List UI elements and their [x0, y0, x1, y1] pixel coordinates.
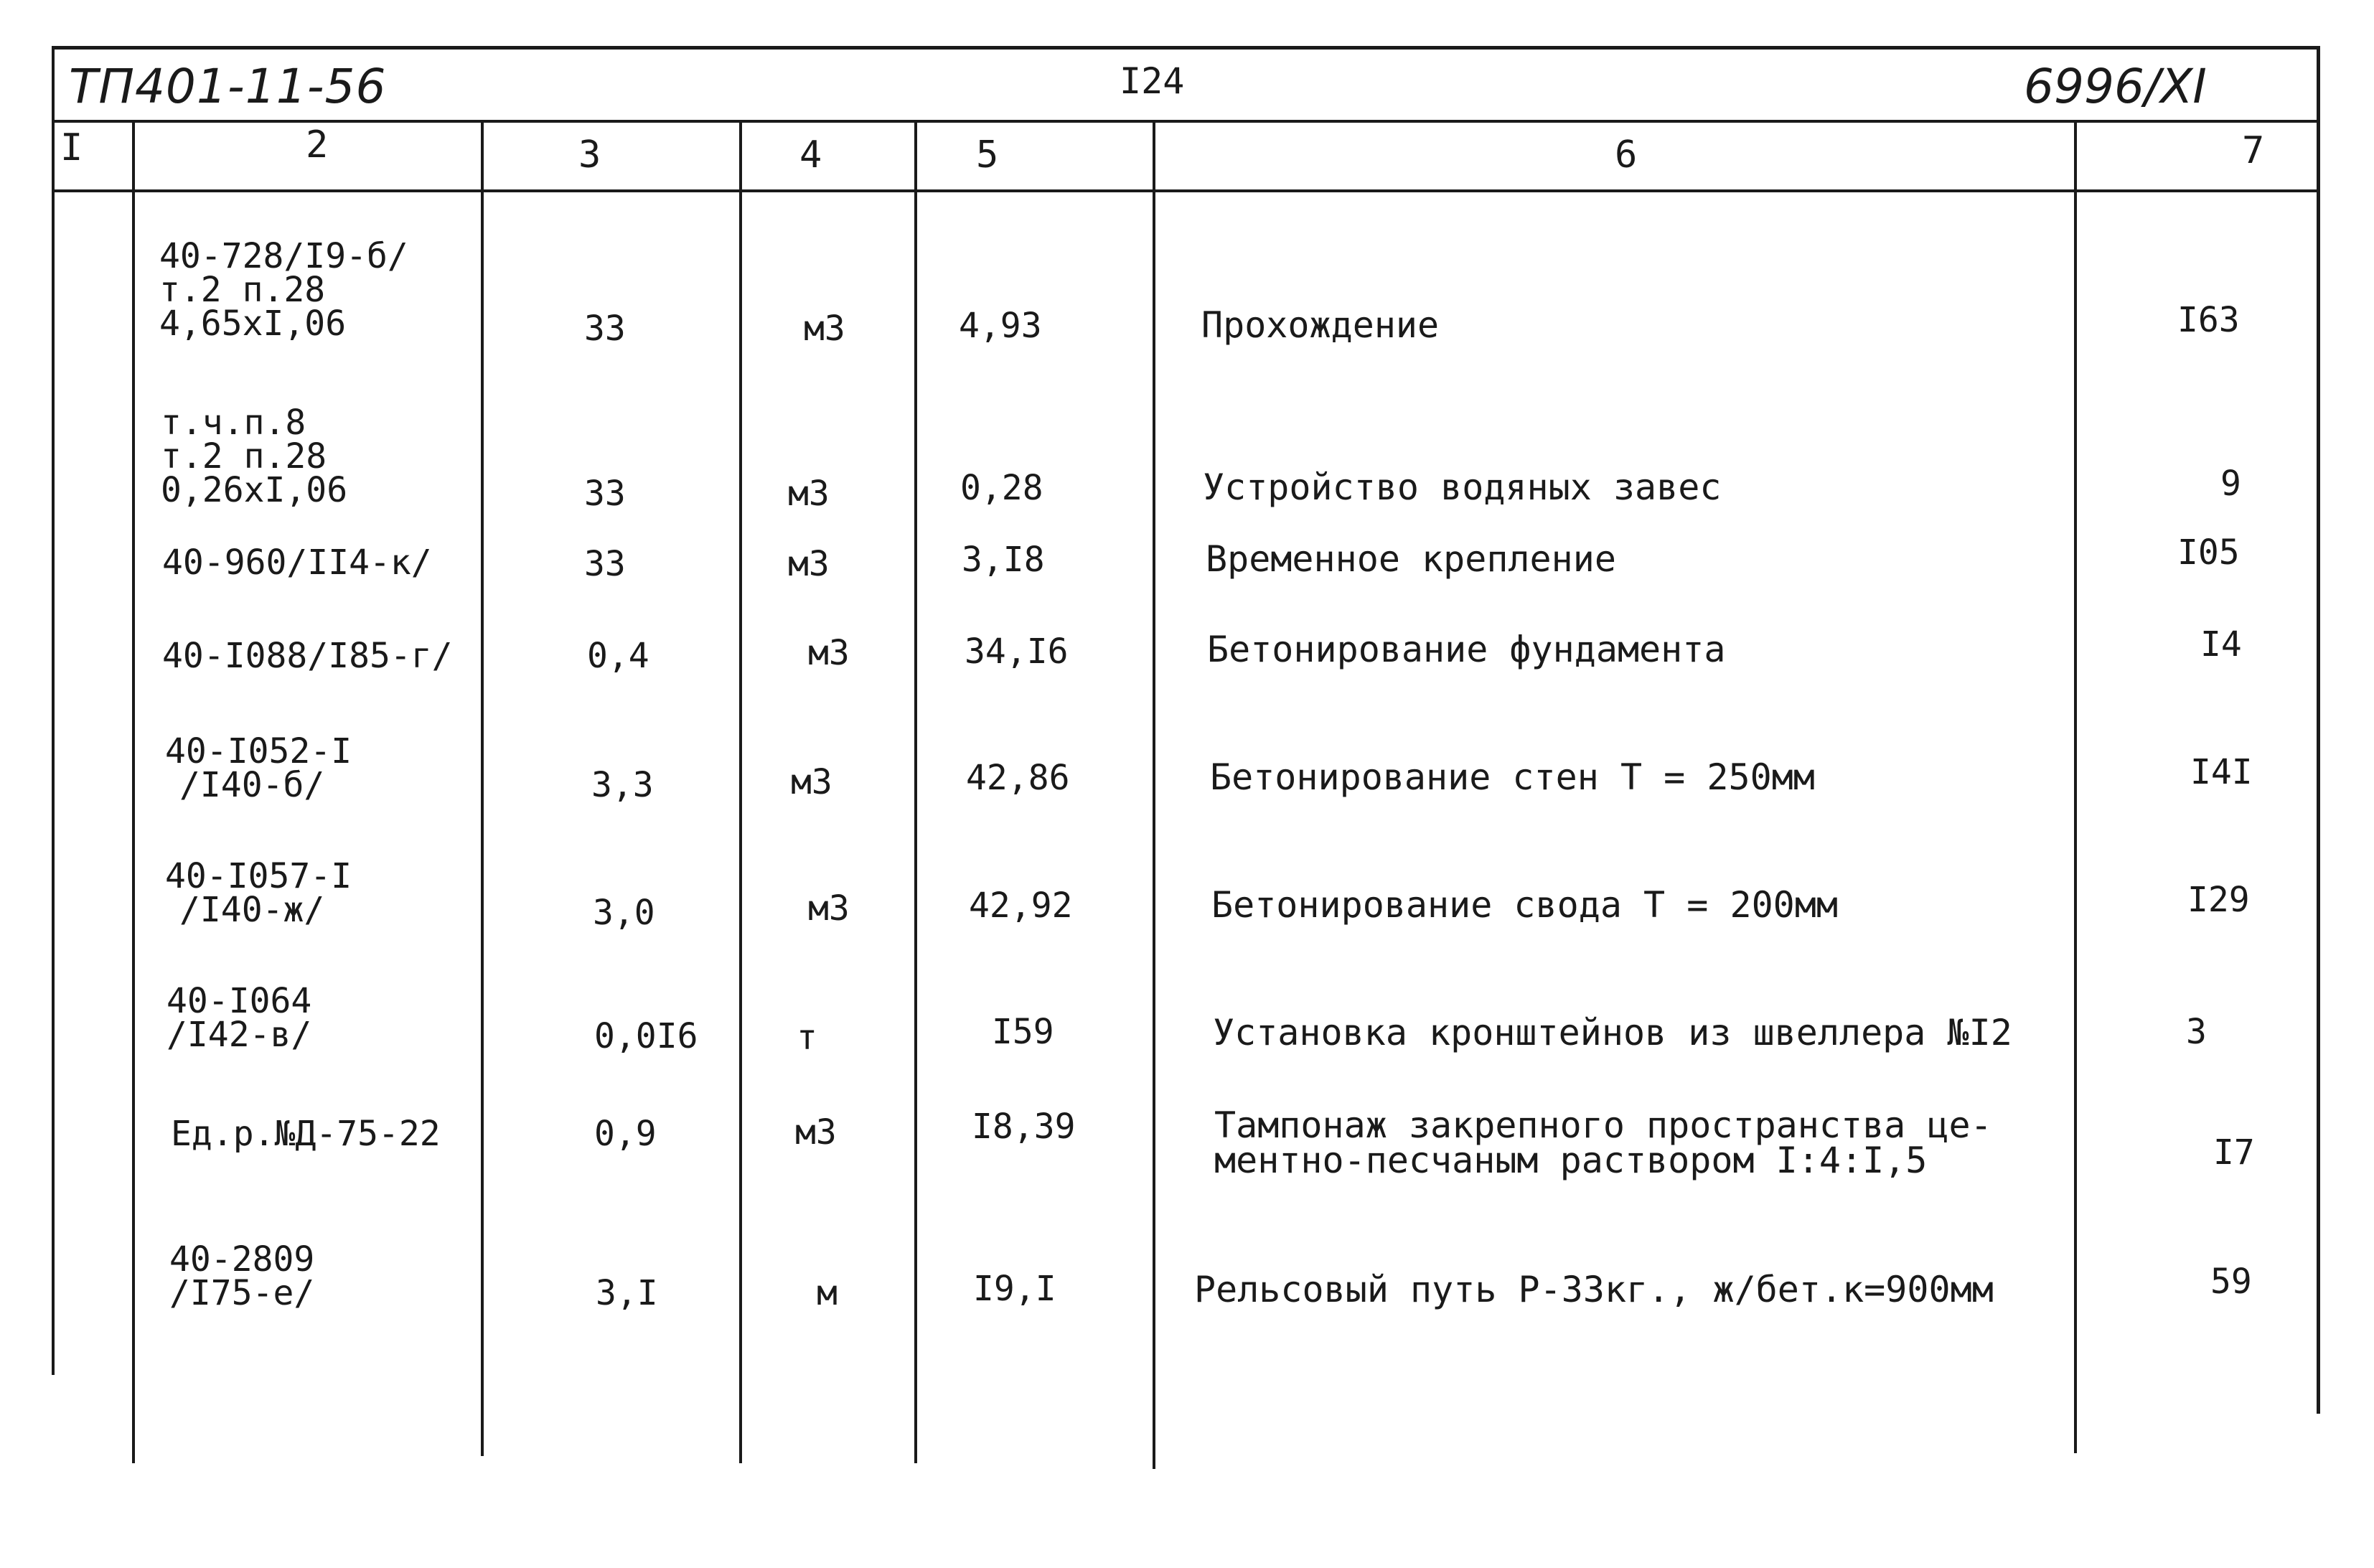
table-row-7-description: Установка кронштейнов из швеллера №I2: [1213, 1012, 2012, 1053]
rule-left: [52, 46, 55, 1375]
ref-line: т.2 п.28: [161, 436, 327, 477]
ref-line: /I75-е/: [169, 1273, 315, 1314]
column-number-3: 3: [578, 133, 601, 177]
rule-col2: [481, 120, 484, 1456]
table-row-4-value: 34,I6: [965, 632, 1069, 672]
description-line: Тампонаж закрепного пространства це-: [1214, 1104, 1992, 1146]
table-row-1-qty: 33: [584, 309, 626, 349]
table-row-6-total: I29: [2187, 880, 2250, 920]
table-row-7-ref: [166, 981, 312, 1056]
table-row-9-ref: [169, 1239, 315, 1314]
ref-line: 0,26xI,06: [161, 470, 348, 511]
table-row-5-ref: [165, 731, 352, 806]
ref-line: 40-I064: [166, 981, 312, 1021]
ref-line: 40-I057-I: [165, 856, 352, 896]
column-number-7: 7: [2242, 129, 2265, 172]
rule-top: [52, 46, 2319, 50]
table-row-8-description: [1214, 1104, 1992, 1181]
table-row-1-ref: [159, 236, 408, 344]
rule-col5: [1153, 120, 1155, 1469]
table-row-7-unit: т: [797, 1018, 817, 1058]
table-row-2-total: 9: [2220, 464, 2241, 504]
table-row-3-unit: м3: [788, 544, 830, 584]
rule-col6: [2074, 120, 2077, 1453]
table-row-2-ref: [161, 403, 348, 511]
table-row-5-description: Бетонирование стен Т = 250мм: [1210, 756, 1815, 798]
table-row-2-value: 0,28: [960, 468, 1043, 508]
rule-col4: [914, 120, 917, 1463]
table-row-7-total: 3: [2186, 1012, 2207, 1052]
table-row-6-qty: 3,0: [593, 893, 655, 933]
sheet-number: 6996/XI: [2024, 59, 2207, 114]
table-row-6-unit: м3: [808, 888, 850, 929]
table-row-9-total: 59: [2210, 1262, 2252, 1302]
table-row-6-description: Бетонирование свода Т = 200мм: [1211, 884, 1838, 926]
column-number-1: I: [60, 126, 83, 169]
table-row-6-value: 42,92: [969, 886, 1073, 926]
table-row-4-unit: м3: [808, 633, 850, 673]
column-number-4: 4: [799, 133, 822, 177]
table-row-8-total: I7: [2213, 1132, 2255, 1173]
page-number: I24: [1120, 60, 1185, 102]
table-row-5-qty: 3,3: [591, 765, 654, 805]
table-row-8-value: I8,39: [972, 1107, 1076, 1147]
description-line: ментно-песчаным раствором I:4:I,5: [1214, 1140, 1928, 1181]
ref-line: 40-728/I9-б/: [159, 236, 408, 276]
table-row-5-unit: м3: [791, 762, 832, 802]
table-row-3-description: Временное крепление: [1206, 538, 1616, 580]
table-row-1-description: Прохождение: [1201, 304, 1440, 346]
table-row-3-qty: 33: [584, 544, 626, 584]
ref-line: 4,65xI,06: [159, 304, 347, 344]
table-row-8-ref: Ед.р.№Д-75-22: [171, 1114, 441, 1154]
table-row-3-value: 3,I8: [962, 540, 1045, 580]
table-row-9-qty: 3,I: [596, 1273, 658, 1313]
table-row-5-value: 42,86: [966, 758, 1070, 798]
table-row-8-unit: м3: [795, 1112, 837, 1152]
ref-line: /I42-в/: [166, 1015, 312, 1056]
rule-right: [2317, 46, 2320, 1414]
table-row-5-total: I4I: [2190, 752, 2253, 792]
ref-line: /I40-ж/: [179, 890, 325, 931]
table-row-3-total: I05: [2177, 532, 2240, 573]
table-row-8-qty: 0,9: [594, 1114, 657, 1154]
column-number-6: 6: [1615, 133, 1638, 177]
table-row-4-description: Бетонирование фундамента: [1207, 629, 1726, 670]
table-row-9-value: I9,I: [973, 1269, 1056, 1309]
table-row-2-unit: м3: [788, 474, 830, 514]
table-row-9-description: Рельсовый путь Р-33кг., ж/бет.к=900мм: [1194, 1269, 1994, 1310]
ref-line: 40-2809: [169, 1239, 315, 1280]
table-row-1-unit: м3: [804, 309, 845, 349]
table-row-4-ref: 40-I088/I85-г/: [162, 636, 453, 676]
document-code: ТП401-11-56: [69, 59, 387, 114]
table-row-4-total: I4: [2200, 624, 2242, 665]
ref-line: т.ч.п.8: [161, 403, 306, 443]
table-row-4-qty: 0,4: [587, 636, 649, 676]
ref-line: 40-I052-I: [165, 731, 352, 771]
ref-line: /I40-б/: [179, 765, 325, 806]
table-row-3-ref: 40-960/II4-к/: [162, 543, 432, 583]
rule-under-colnums: [52, 189, 2319, 192]
table-row-6-ref: [165, 856, 352, 931]
rule-col3: [739, 120, 742, 1463]
ref-line: т.2 п.28: [159, 270, 326, 311]
column-number-5: 5: [976, 133, 999, 177]
table-row-7-qty: 0,0I6: [594, 1016, 698, 1056]
table-row-1-value: 4,93: [959, 306, 1042, 346]
rule-col1: [132, 120, 135, 1463]
table-row-2-description: Устройство водяных завес: [1203, 466, 1722, 508]
rule-under-title: [52, 120, 2319, 123]
table-row-2-qty: 33: [584, 474, 626, 514]
table-row-9-unit: м: [817, 1273, 838, 1313]
table-row-7-value: I59: [992, 1012, 1054, 1052]
column-number-2: 2: [306, 123, 329, 166]
table-row-1-total: I63: [2177, 300, 2240, 340]
